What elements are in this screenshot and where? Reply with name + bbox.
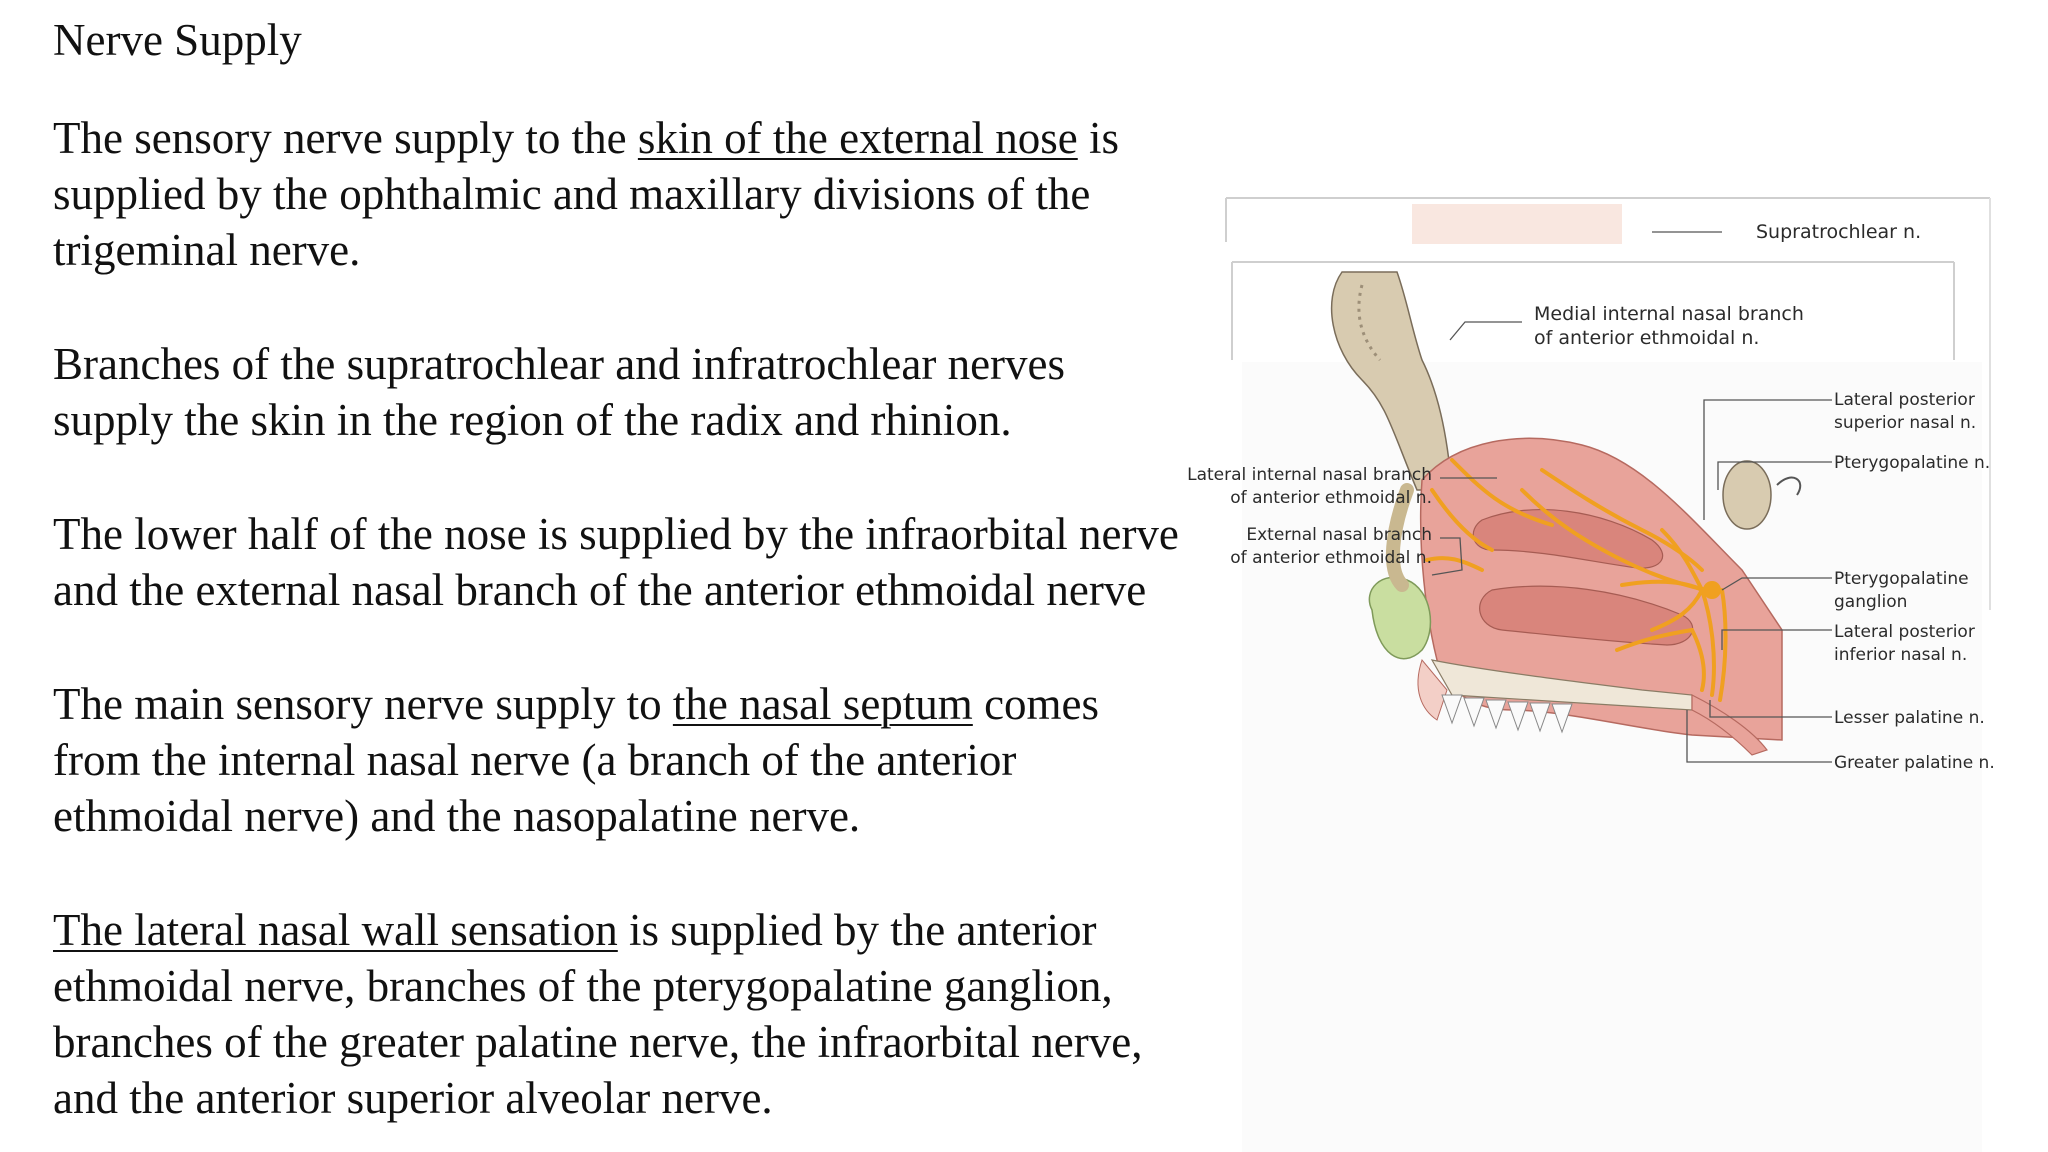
- paragraph-line: [53, 506, 1179, 562]
- label-greater-palatine: Greater palatine n.: [1834, 753, 1995, 773]
- label-pterygopalatine-n: Pterygopalatine n.: [1834, 453, 1991, 473]
- paragraph-line: [53, 222, 1119, 278]
- text-run: The sensory nerve supply to the: [53, 113, 638, 163]
- text-run: supplied by the ophthalmic and maxillary divisions of the: [53, 169, 1091, 219]
- text-run: trigeminal nerve.: [53, 225, 361, 275]
- underlined-term: the nasal septum: [672, 679, 973, 729]
- label-lat-post-sup-1: Lateral posterior: [1834, 390, 1975, 410]
- text-run: The main sensory nerve supply to: [53, 679, 673, 729]
- text-run: comes: [972, 679, 1100, 729]
- label-medial-internal-1: Medial internal nasal branch: [1534, 303, 1804, 325]
- label-lateral-internal-1: Lateral internal nasal branch: [1187, 465, 1432, 485]
- paragraph-4: [53, 676, 1099, 844]
- sphenoid-sinus: [1723, 461, 1771, 529]
- text-run: is supplied by the anterior: [617, 905, 1097, 955]
- paragraph-line: [53, 1070, 1142, 1126]
- text-run: is: [1077, 113, 1120, 163]
- text-run: and the anterior superior alveolar nerve.: [53, 1073, 773, 1123]
- nasal-nerve-diagram: [1187, 190, 2002, 1152]
- paragraph-line: [53, 562, 1179, 618]
- paragraph-line: [53, 732, 1099, 788]
- paragraph-line: [53, 336, 1065, 392]
- text-column: [53, 0, 1213, 1152]
- paragraph-line: [53, 1014, 1142, 1070]
- underlined-term: skin of the external nose: [637, 113, 1078, 163]
- paragraph-2: [53, 336, 1065, 448]
- paragraph-line: [53, 166, 1119, 222]
- paragraph-line: [53, 110, 1119, 166]
- paragraph-line: [53, 958, 1142, 1014]
- label-external-nasal-1: External nasal branch: [1246, 525, 1432, 545]
- page-title: Nerve Supply: [53, 15, 302, 65]
- top-skin-strip: [1412, 204, 1622, 244]
- paragraph-1: [53, 110, 1119, 278]
- text-run: branches of the greater palatine nerve, the infraorbital nerve,: [53, 1017, 1143, 1067]
- label-lat-post-inf-2: inferior nasal n.: [1834, 645, 1968, 665]
- label-medial-internal-2: of anterior ethmoidal n.: [1534, 327, 1760, 349]
- text-run: Branches of the supratrochlear and infratrochlear nerves: [53, 339, 1066, 389]
- diagram-svg: [1187, 190, 2002, 1152]
- label-ptery-ganglion-2: ganglion: [1834, 592, 1908, 612]
- text-run: supply the skin in the region of the radix and rhinion.: [53, 395, 1012, 445]
- paragraph-5: [53, 902, 1142, 1126]
- paragraph-line: [53, 902, 1142, 958]
- pterygopalatine-ganglion: [1703, 581, 1721, 599]
- paragraph-line: [53, 788, 1099, 844]
- label-lesser-palatine: Lesser palatine n.: [1834, 708, 1985, 728]
- text-run: The lower half of the nose is supplied by the infraorbital nerve: [53, 509, 1179, 559]
- label-lat-post-sup-2: superior nasal n.: [1834, 413, 1977, 433]
- label-ptery-ganglion-1: Pterygopalatine: [1834, 569, 1969, 589]
- text-run: ethmoidal nerve, branches of the pterygopalatine ganglion,: [53, 961, 1113, 1011]
- text-run: ethmoidal nerve) and the nasopalatine nerve.: [53, 791, 861, 841]
- underlined-term: The lateral nasal wall sensation: [53, 905, 618, 955]
- text-run: and the external nasal branch of the anterior ethmoidal nerve: [53, 565, 1147, 615]
- paragraph-3: [53, 506, 1179, 618]
- label-supratrochlear: Supratrochlear n.: [1756, 221, 1922, 243]
- label-lateral-internal-2: of anterior ethmoidal n.: [1230, 488, 1432, 508]
- label-lat-post-inf-1: Lateral posterior: [1834, 622, 1975, 642]
- text-run: from the internal nasal nerve (a branch of the anterior: [53, 735, 1017, 785]
- paragraph-line: [53, 676, 1099, 732]
- label-external-nasal-2: of anterior ethmoidal n.: [1230, 548, 1432, 568]
- paragraph-line: [53, 392, 1065, 448]
